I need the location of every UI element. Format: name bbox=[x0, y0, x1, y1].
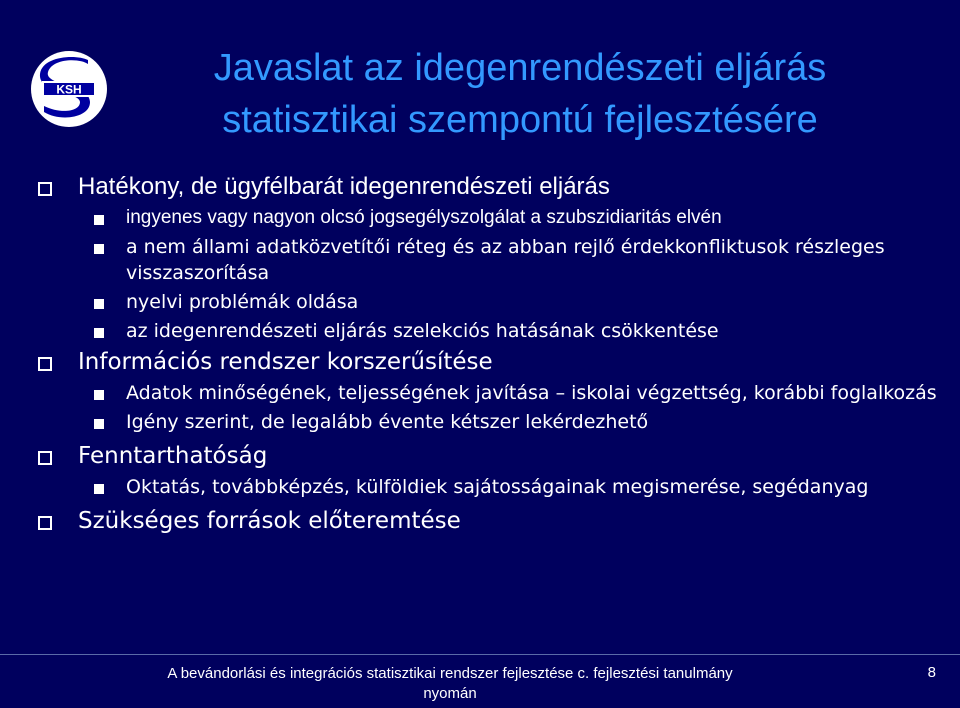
list-item: nyelvi problémák oldása bbox=[38, 289, 938, 315]
page-number: 8 bbox=[927, 664, 936, 681]
slide-title bbox=[110, 42, 930, 146]
square-bullet-icon bbox=[94, 328, 104, 338]
square-bullet-icon bbox=[94, 299, 104, 309]
hollow-square-bullet-icon bbox=[38, 182, 52, 196]
list-item: ingyenes vagy nagyon olcsó jogsegélyszolgálat a szubszidiaritás elvén bbox=[38, 205, 938, 231]
square-bullet-icon bbox=[94, 484, 104, 494]
square-bullet-icon bbox=[94, 419, 104, 429]
list-item: Adatok minőségének, teljességének javítása – iskolai végzettség, korábbi foglalkozás bbox=[38, 380, 938, 406]
ksh-logo bbox=[30, 50, 108, 128]
section-heading-1: Hatékony, de ügyfélbarát idegenrendészeti eljárás bbox=[38, 172, 938, 202]
title-line-2: statisztikai szempontú fejlesztésére bbox=[222, 99, 818, 141]
section-heading-3: Fenntarthatóság bbox=[38, 441, 938, 471]
slide-body bbox=[38, 172, 938, 536]
square-bullet-icon bbox=[94, 215, 104, 225]
section-heading-4: Szükséges források előteremtése bbox=[38, 506, 938, 536]
list-item: az idegenrendészeti eljárás szelekciós hatásának csökkentése bbox=[38, 318, 938, 344]
hollow-square-bullet-icon bbox=[38, 516, 52, 530]
list-item: Oktatás, továbbképzés, külföldiek sajátosságainak megismerése, segédanyag bbox=[38, 474, 938, 500]
hollow-square-bullet-icon bbox=[38, 357, 52, 371]
title-line-1: Javaslat az idegenrendészeti eljárás bbox=[213, 47, 827, 89]
list-item: a nem állami adatközvetítői réteg és az abban rejlő érdekkonfliktusok részleges visszaszorítása bbox=[38, 234, 938, 286]
list-item: Igény szerint, de legalább évente kétszer lekérdezhető bbox=[38, 409, 938, 435]
logo-text: KSH bbox=[56, 82, 82, 97]
footer-caption: A bevándorlási és integrációs statisztikai rendszer fejlesztése c. fejlesztési tanulmány nyomán bbox=[167, 665, 733, 702]
square-bullet-icon bbox=[94, 244, 104, 254]
hollow-square-bullet-icon bbox=[38, 451, 52, 465]
footer-divider bbox=[0, 654, 960, 655]
section-heading-2: Információs rendszer korszerűsítése bbox=[38, 347, 938, 377]
square-bullet-icon bbox=[94, 390, 104, 400]
